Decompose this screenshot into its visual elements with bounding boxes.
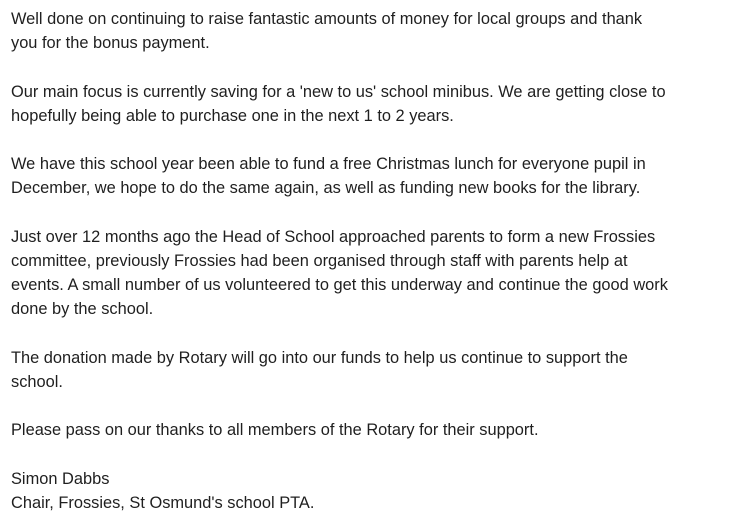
paragraph-donation: The donation made by Rotary will go into our funds to help us continue to support the school. — [11, 348, 628, 391]
signature-name: Simon Dabbs — [11, 469, 110, 488]
letter-body — [11, 7, 741, 514]
paragraph-minibus: Our main focus is currently saving for a 'new to us' school minibus. We are getting close to hopefully being able to purchase one in the next 1 to 2 years. — [11, 82, 666, 125]
paragraph-closing: Please pass on our thanks to all members of the Rotary for their support. — [11, 421, 539, 440]
signature-block — [11, 467, 741, 514]
paragraph-christmas-lunch: We have this school year been able to fund a free Christmas lunch for everyone pupil in December, we hope to do the same again, as well as funding new books for the library. — [11, 155, 646, 198]
signature-title: Chair, Frossies, St Osmund's school PTA. — [11, 493, 315, 512]
paragraph-thanks: Well done on continuing to raise fantastic amounts of money for local groups and thank you for the bonus payment. — [11, 10, 643, 53]
paragraph-committee: Just over 12 months ago the Head of School approached parents to form a new Frossies committee, previously Frossies had been organised through staff with parents help at events. A small number of us volunteered to get this underway and continue the good work done by the school. — [11, 227, 668, 319]
